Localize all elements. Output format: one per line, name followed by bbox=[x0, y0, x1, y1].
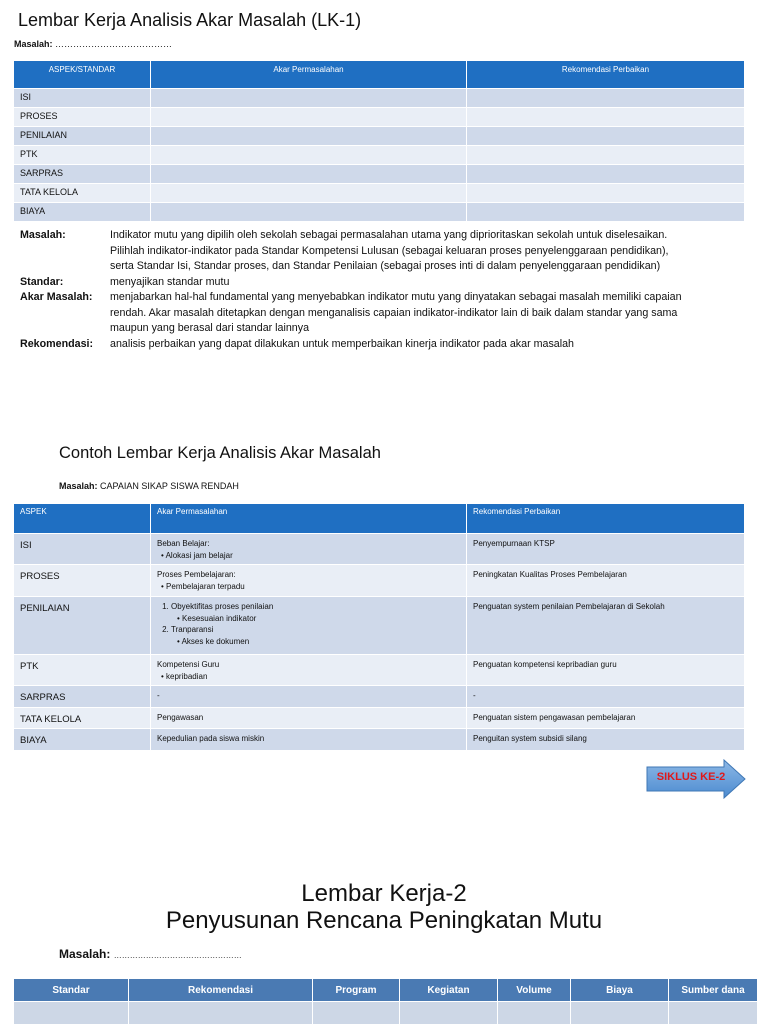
table-row bbox=[14, 534, 745, 565]
definition-line: Indikator mutu yang dipilih oleh sekolah sebagai permasalahan utama yang diprioritaskan sekolah untuk diselesaikan. bbox=[110, 229, 668, 241]
empty-cell[interactable] bbox=[151, 89, 467, 108]
row-aspek: ISI bbox=[14, 534, 151, 565]
row-label: BIAYA bbox=[14, 203, 151, 222]
header-rekomendasi: Rekomendasi Perbaikan bbox=[467, 61, 745, 89]
empty-cell[interactable] bbox=[498, 1002, 571, 1024]
row-aspek: SARPRAS bbox=[14, 686, 151, 708]
masalah-label: Masalah: bbox=[59, 947, 111, 961]
definition-akar-masalah bbox=[20, 290, 755, 337]
definition-rekomendasi bbox=[20, 337, 755, 353]
row-rekomendasi: Peningkatan Kualitas Proses Pembelajaran bbox=[467, 565, 745, 597]
definition-line: Pilihlah indikator-indikator pada Standar Kompetensi Lulusan (sebagai keluaran proses penyelenggaraan pendidikan), bbox=[110, 244, 669, 257]
masalah-blank: ………………………………………… bbox=[113, 951, 242, 960]
header-standar: Standar bbox=[14, 979, 129, 1002]
worksheet-2-masalah bbox=[59, 947, 242, 961]
definition-term: Rekomendasi: bbox=[20, 337, 94, 350]
row-akar bbox=[151, 565, 467, 597]
akar-sub-bullet: • Kesesuaian indikator bbox=[177, 613, 460, 625]
definition-line: rendah. Akar masalah ditetapkan dengan menganalisis capaian indikator-indikator lain di baik dalam standar yang sama bbox=[110, 306, 678, 319]
worksheet-2-title-line2: Penyusunan Rencana Peningkatan Mutu bbox=[165, 907, 603, 934]
empty-cell[interactable] bbox=[151, 203, 467, 222]
table-row bbox=[14, 146, 745, 165]
row-rekomendasi: Penguatan kompetensi kepribadian guru bbox=[467, 655, 745, 686]
row-akar: Pengawasan bbox=[151, 707, 467, 729]
header-akar-permasalahan: Akar Permasalahan bbox=[151, 504, 467, 534]
row-aspek: TATA KELOLA bbox=[14, 707, 151, 729]
table-row bbox=[14, 707, 745, 729]
worksheet-2-title-line1: Lembar Kerja-2 bbox=[301, 880, 467, 907]
empty-cell[interactable] bbox=[467, 203, 745, 222]
header-program: Program bbox=[313, 979, 400, 1002]
worksheet-1-title: Lembar Kerja Analisis Akar Masalah (LK-1) bbox=[18, 10, 362, 30]
table-row bbox=[14, 108, 745, 127]
empty-cell[interactable] bbox=[151, 146, 467, 165]
empty-cell[interactable] bbox=[467, 108, 745, 127]
empty-cell[interactable] bbox=[467, 184, 745, 203]
row-aspek: PROSES bbox=[14, 565, 151, 597]
root-cause-table-blank bbox=[13, 60, 745, 222]
empty-cell[interactable] bbox=[400, 1002, 498, 1024]
header-biaya: Biaya bbox=[571, 979, 669, 1002]
table-row bbox=[14, 89, 745, 108]
akar-bullet: • Alokasi jam belajar bbox=[161, 550, 460, 562]
masalah-label: Masalah: bbox=[59, 481, 98, 491]
row-rekomendasi: Penyempurnaan KTSP bbox=[467, 534, 745, 565]
row-akar: - bbox=[151, 686, 467, 708]
header-rekomendasi: Rekomendasi Perbaikan bbox=[467, 504, 745, 534]
definition-masalah bbox=[20, 228, 755, 275]
row-akar bbox=[151, 534, 467, 565]
header-aspek: ASPEK bbox=[14, 504, 151, 534]
row-aspek: BIAYA bbox=[14, 729, 151, 751]
table-row bbox=[14, 729, 745, 751]
table-row bbox=[14, 565, 745, 597]
header-sumber-dana: Sumber dana bbox=[669, 979, 758, 1002]
table-row bbox=[14, 1002, 758, 1024]
example-worksheet-title: Contoh Lembar Kerja Analisis Akar Masalah bbox=[59, 444, 381, 462]
table-header-row bbox=[14, 979, 758, 1002]
empty-cell[interactable] bbox=[467, 89, 745, 108]
row-akar bbox=[151, 655, 467, 686]
table-header-row bbox=[14, 504, 745, 534]
akar-title: Proses Pembelajaran: bbox=[157, 570, 236, 579]
row-rekomendasi: Penguatan system penilaian Pembelajaran di Sekolah bbox=[467, 597, 745, 655]
definition-standar bbox=[20, 275, 755, 291]
row-label: PROSES bbox=[14, 108, 151, 127]
masalah-label: Masalah: bbox=[14, 39, 53, 49]
table-row bbox=[14, 655, 745, 686]
akar-numbered-item: Obyektifitas proses penilaian bbox=[171, 602, 274, 611]
example-masalah bbox=[59, 481, 239, 491]
next-cycle-label[interactable]: SIKLUS KE-2 bbox=[656, 771, 726, 783]
empty-cell[interactable] bbox=[151, 127, 467, 146]
definition-line: serta Standar Isi, Standar proses, dan Standar Penilaian (sebagai proses inti di dalam penyelenggaraan pendidikan) bbox=[110, 260, 661, 272]
root-cause-example-table bbox=[13, 503, 745, 751]
row-label: TATA KELOLA bbox=[14, 184, 151, 203]
akar-title: Kompetensi Guru bbox=[157, 660, 220, 669]
table-row bbox=[14, 686, 745, 708]
akar-title: Beban Belajar: bbox=[157, 539, 210, 548]
empty-cell[interactable] bbox=[467, 146, 745, 165]
header-volume: Volume bbox=[498, 979, 571, 1002]
empty-cell[interactable] bbox=[14, 1002, 129, 1024]
empty-cell[interactable] bbox=[571, 1002, 669, 1024]
worksheet-2-title bbox=[0, 880, 768, 934]
definition-line: menyajikan standar mutu bbox=[110, 275, 230, 288]
header-aspek-standar: ASPEK/STANDAR bbox=[14, 61, 151, 89]
worksheet-1-masalah bbox=[14, 39, 172, 49]
table-row bbox=[14, 127, 745, 146]
akar-numbered-item: Tranparansi bbox=[171, 625, 214, 634]
header-kegiatan: Kegiatan bbox=[400, 979, 498, 1002]
row-akar bbox=[151, 597, 467, 655]
empty-cell[interactable] bbox=[151, 108, 467, 127]
empty-cell[interactable] bbox=[129, 1002, 313, 1024]
quality-plan-table bbox=[13, 978, 758, 1024]
empty-cell[interactable] bbox=[669, 1002, 758, 1024]
empty-cell[interactable] bbox=[151, 184, 467, 203]
row-rekomendasi: Penguatan sistem pengawasan pembelajaran bbox=[467, 707, 745, 729]
definitions-list bbox=[20, 228, 755, 352]
table-row bbox=[14, 203, 745, 222]
masalah-blank: ………………………………… bbox=[55, 39, 173, 49]
row-aspek: PTK bbox=[14, 655, 151, 686]
akar-bullet: • Pembelajaran terpadu bbox=[161, 581, 460, 593]
row-label: PENILAIAN bbox=[14, 127, 151, 146]
definition-line: maupun yang berasal dari standar lainnya bbox=[110, 322, 310, 334]
row-label: ISI bbox=[14, 89, 151, 108]
row-label: SARPRAS bbox=[14, 165, 151, 184]
empty-cell[interactable] bbox=[313, 1002, 400, 1024]
table-row bbox=[14, 165, 745, 184]
empty-cell[interactable] bbox=[467, 127, 745, 146]
header-rekomendasi: Rekomendasi bbox=[129, 979, 313, 1002]
definition-term: Akar Masalah: bbox=[20, 291, 93, 303]
header-akar-permasalahan: Akar Permasalahan bbox=[151, 61, 467, 89]
row-rekomendasi: - bbox=[467, 686, 745, 708]
table-row bbox=[14, 184, 745, 203]
row-aspek: PENILAIAN bbox=[14, 597, 151, 655]
empty-cell[interactable] bbox=[151, 165, 467, 184]
table-row bbox=[14, 597, 745, 655]
akar-bullet: • kepribadian bbox=[161, 671, 460, 683]
definition-term: Standar: bbox=[20, 275, 64, 288]
empty-cell[interactable] bbox=[467, 165, 745, 184]
definition-line: analisis perbaikan yang dapat dilakukan untuk memperbaikan kinerja indikator pada akar masalah bbox=[110, 337, 574, 350]
row-akar: Kepedulian pada siswa miskin bbox=[151, 729, 467, 751]
definition-term: Masalah: bbox=[20, 229, 66, 241]
akar-sub-bullet: • Akses ke dokumen bbox=[177, 636, 460, 648]
row-label: PTK bbox=[14, 146, 151, 165]
table-header-row bbox=[14, 61, 745, 89]
row-rekomendasi: Penguitan system subsidi silang bbox=[467, 729, 745, 751]
masalah-value: CAPAIAN SIKAP SISWA RENDAH bbox=[100, 481, 239, 491]
definition-line: menjabarkan hal-hal fundamental yang menyebabkan indikator mutu yang dinyatakan sebagai masalah memiliki capaian bbox=[110, 291, 682, 303]
